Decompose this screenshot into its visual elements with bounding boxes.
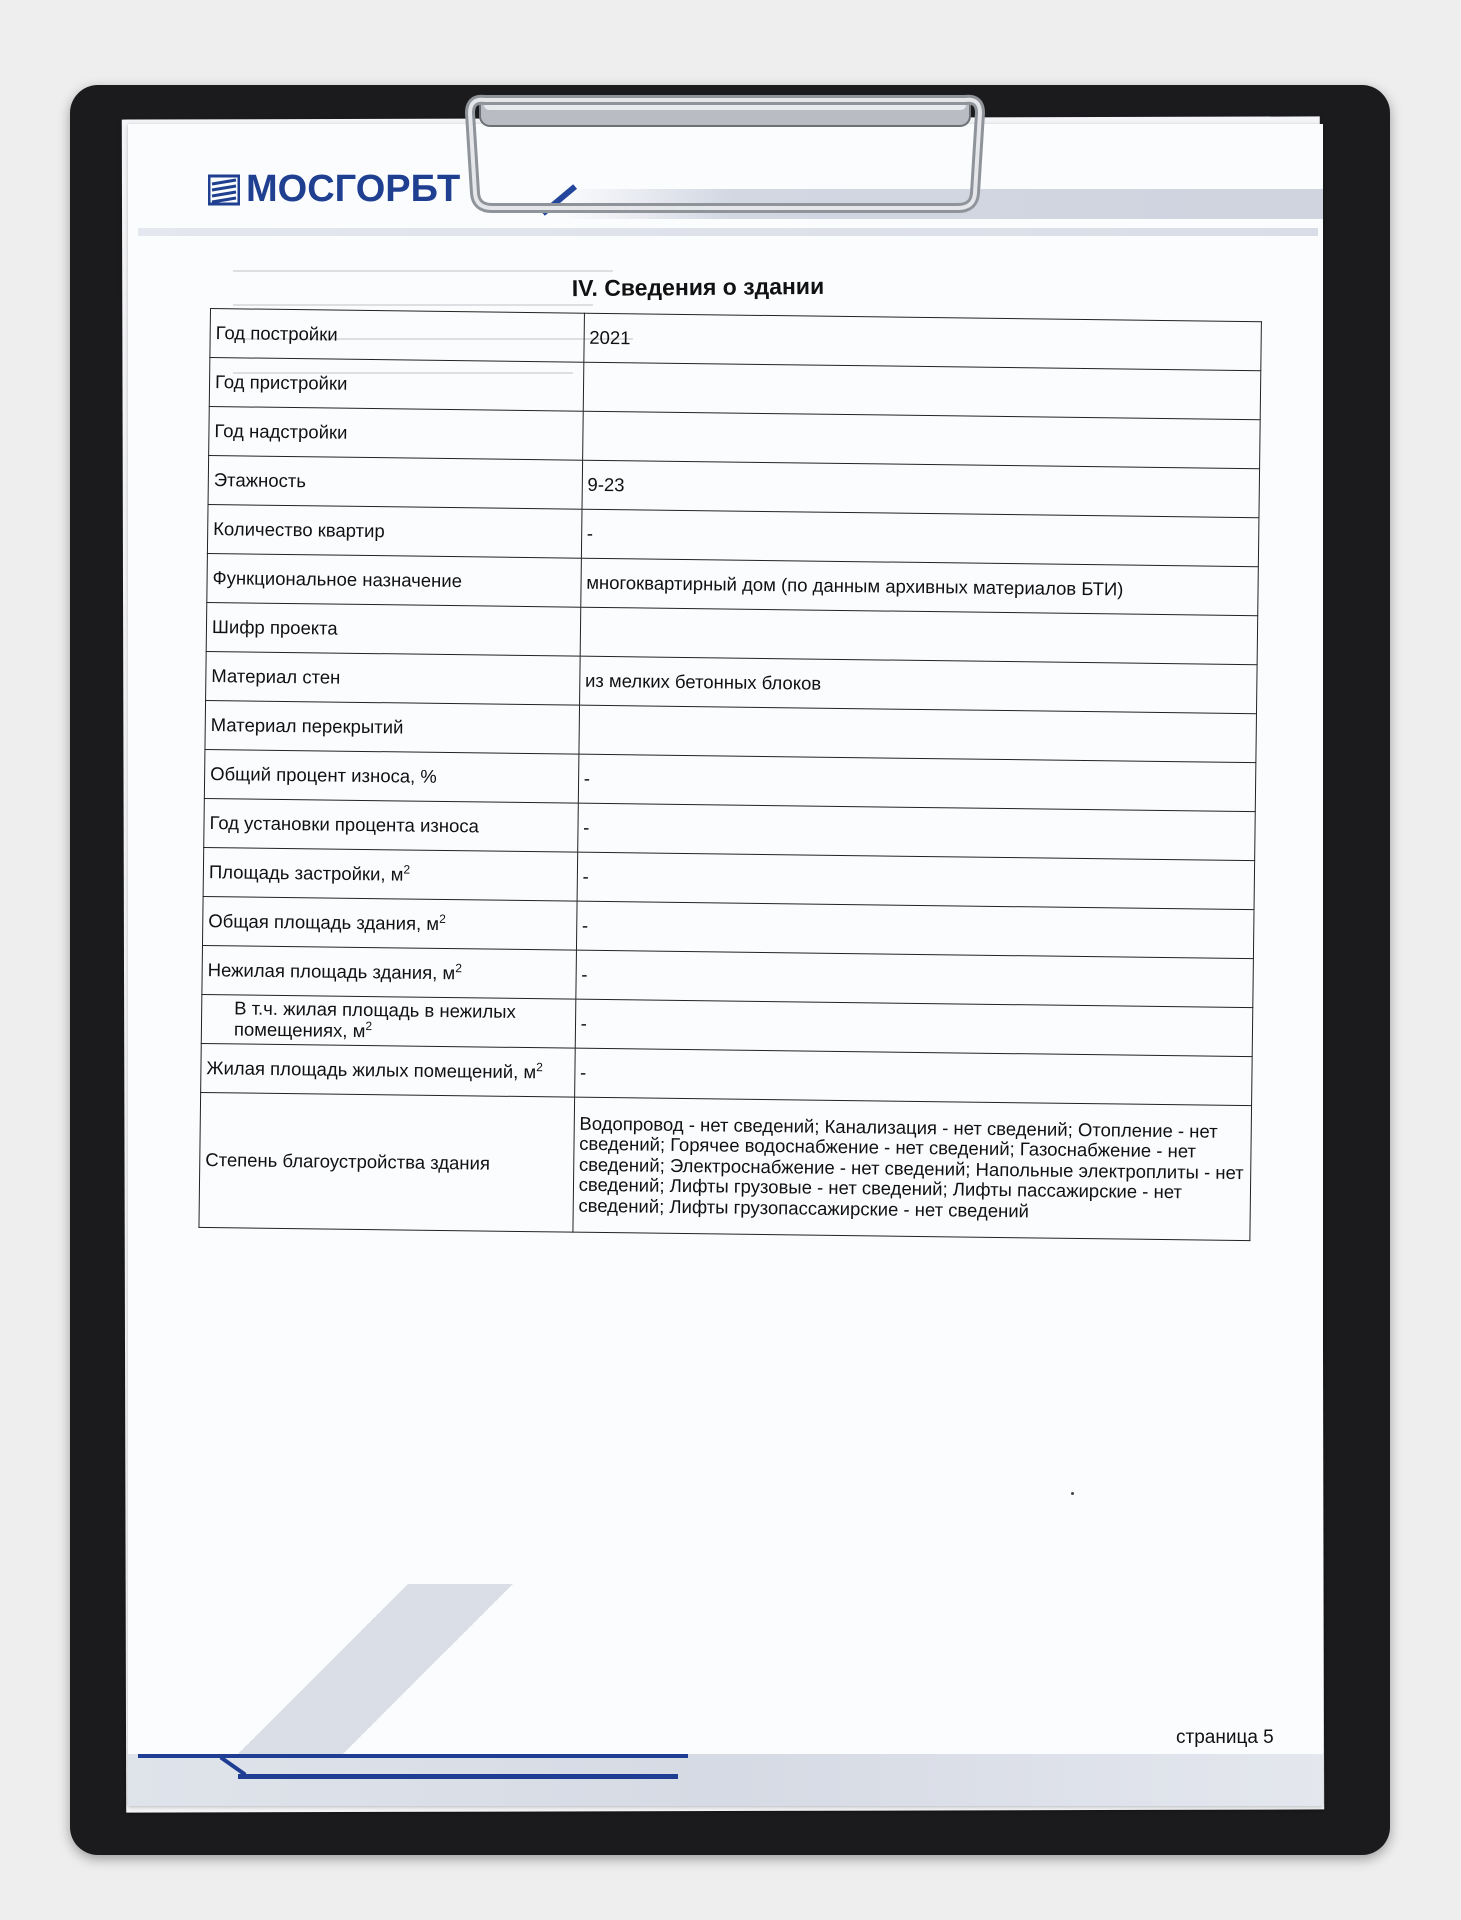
logo: [208, 168, 460, 211]
row-label-cell: [201, 994, 575, 1048]
row-label: Общая площадь здания, м: [208, 910, 440, 935]
row-label: Год постройки: [210, 309, 584, 363]
row-value: -: [576, 901, 1254, 959]
row-value: многоквартирный дом (по данным архивных материалов БТИ): [580, 558, 1258, 616]
row-label: Количество квартир: [207, 504, 581, 558]
row-label: Функциональное назначение: [207, 553, 581, 607]
row-label: Общий процент износа, %: [204, 749, 578, 803]
row-value: 2021: [584, 313, 1262, 371]
superscript: 2: [403, 862, 411, 877]
row-label: Шифр проекта: [206, 602, 580, 656]
row-value: -: [578, 754, 1256, 812]
row-label: Жилая площадь жилых помещений, м: [206, 1057, 537, 1083]
row-value: [580, 607, 1258, 665]
row-label: В т.ч. жилая площадь в нежилых помещениях, м: [233, 997, 516, 1042]
row-value: -: [576, 950, 1254, 1008]
row-value: -: [574, 1048, 1252, 1106]
row-label: Год пристройки: [209, 358, 583, 412]
superscript: 2: [365, 1019, 373, 1034]
row-value: [582, 411, 1260, 469]
section-title: IV. Сведения о здании: [571, 272, 825, 302]
table-row: [199, 1092, 1252, 1240]
row-label: Нежилая площадь здания, м: [207, 959, 456, 984]
paper-speck: [1071, 1492, 1074, 1495]
row-label: Год надстройки: [209, 406, 583, 460]
logo-building-icon: [208, 174, 240, 206]
clipboard-clip-icon: [460, 88, 990, 233]
row-value: 9-23: [582, 460, 1260, 518]
row-value: из мелких бетонных блоков: [579, 656, 1257, 714]
row-value: [579, 705, 1257, 763]
row-value: [583, 362, 1261, 420]
row-value: -: [577, 803, 1255, 861]
row-value: -: [581, 509, 1259, 567]
row-label: Материал перекрытий: [205, 700, 579, 754]
footer-band: [128, 1754, 1323, 1806]
row-label: Степень благоустройства здания: [199, 1092, 574, 1232]
row-label-cell: [201, 1043, 575, 1097]
row-value: -: [577, 852, 1255, 910]
footer-stripe: [238, 1774, 678, 1779]
building-info-table: [198, 308, 1261, 1241]
row-label: Год установки процента износа: [204, 798, 578, 852]
document-page: [128, 124, 1323, 1806]
row-label: Этажность: [208, 455, 582, 509]
superscript: 2: [455, 961, 463, 976]
row-label-cell: [203, 847, 577, 901]
row-label-cell: [202, 896, 576, 950]
superscript: 2: [439, 912, 446, 927]
logo-text: МОСГОРБТ: [246, 168, 461, 210]
row-label: Площадь застройки, м: [208, 861, 404, 885]
page-number: страница 5: [1176, 1727, 1274, 1748]
row-value: Водопровод - нет сведений; Канализация - нет сведений; Отопление - нет сведений; Горячее водоснабжение - нет сведений; Газоснабжение - нет сведений; Электроснабжение - нет сведений; Напольные электроплиты - нет сведений; Лифты грузовые - нет сведений; Лифты пассажирские - нет сведений; Лифты грузопассажирские - нет сведений: [573, 1097, 1252, 1241]
row-value: -: [575, 999, 1253, 1057]
superscript: 2: [536, 1060, 544, 1075]
row-label-cell: [202, 945, 576, 999]
row-label: Материал стен: [206, 651, 580, 705]
